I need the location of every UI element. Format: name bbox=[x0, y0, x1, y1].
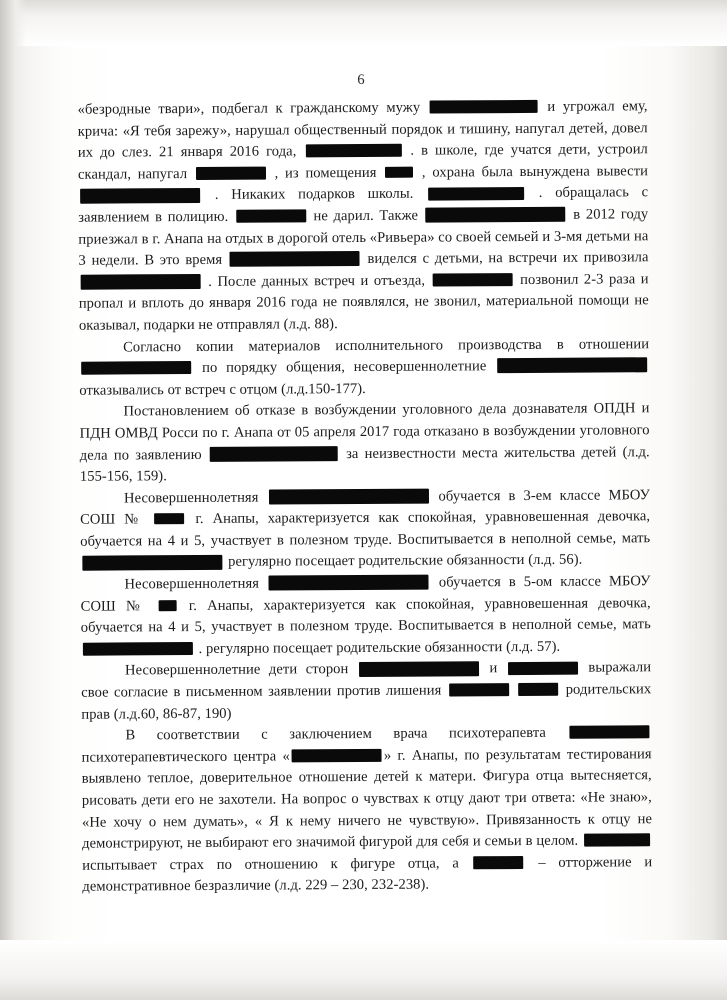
paragraph-text-run: . обращалась с заявлением в полицию. bbox=[78, 184, 649, 226]
paragraph-text-run: позвонил 2-3 раза и пропал и вплоть до января 2016 года не появлялся, не звонил, материальной помощи не оказывал, подарки не отправлял (л.д. 88). bbox=[78, 270, 649, 334]
paragraph-text-run: и угрожал ему, крича: «Я тебя зарежу», нарушал общественный порядок и тишину, напугал детей, довел их до слез. 21 января 2016 года, bbox=[77, 98, 648, 161]
paragraph-text-run: обучается в 5-ом классе МБОУ СОШ № bbox=[80, 573, 651, 615]
paragraph-text-run: и bbox=[480, 660, 506, 677]
paragraph-text-run: Несовершеннолетняя bbox=[124, 575, 267, 593]
paragraph-text-run: В соответствии с заключением врача психотерапевта bbox=[125, 724, 568, 744]
redaction-bar bbox=[269, 575, 429, 591]
paragraph-text-run: . регулярно посещает родительские обязанности (л.д. 57). bbox=[194, 638, 561, 657]
redaction-bar bbox=[196, 167, 266, 180]
paragraph-text-run: родительских прав (л.д.60, 86-87, 190) bbox=[81, 681, 652, 723]
redaction-bar bbox=[518, 683, 558, 696]
redaction-bar bbox=[508, 661, 578, 674]
redaction-bar bbox=[497, 358, 647, 374]
redaction-bar bbox=[268, 488, 428, 504]
document-paragraph bbox=[81, 658, 651, 726]
paragraph-text-run: . в школе, где учатся дети, устроил скандал, напугал bbox=[77, 141, 648, 183]
paragraph-text-run: , охрана была вынуждена вывести bbox=[415, 163, 649, 181]
paragraph-text-run: «безродные твари», подбегал к гражданскому мужу bbox=[77, 99, 428, 118]
redaction-bar bbox=[385, 167, 413, 178]
paragraph-text-run: Согласно копии материалов исполнительного производства в отношении bbox=[123, 335, 650, 355]
redaction-bar bbox=[82, 554, 222, 570]
redaction-bar bbox=[83, 642, 193, 656]
paragraph-text-run: психотерапевтического центра « bbox=[81, 748, 290, 766]
redaction-bar bbox=[292, 749, 382, 763]
paragraph-text-run: Постановлением об отказе в возбуждении уголовного дела дознавателя ОПДН и ПДН ОМВД Росси по г. Анапа от 05 апреля 2017 года отказано в возбуждении уголовного дела по заявлению bbox=[79, 400, 650, 464]
redaction-bar bbox=[359, 661, 479, 677]
paragraph-text-run: испытывает страх по отношению к фигуре отца, а bbox=[82, 855, 472, 874]
redaction-bar bbox=[428, 187, 524, 201]
document-paragraph bbox=[79, 399, 650, 489]
redaction-bar bbox=[159, 600, 177, 611]
paragraph-text-run: по порядку общения, несовершеннолетние bbox=[193, 358, 496, 377]
redaction-bar bbox=[430, 100, 538, 114]
paragraph-text-run: регулярно посещает родительские обязанности (л.д. 56). bbox=[224, 552, 583, 571]
redaction-bar bbox=[210, 446, 338, 462]
paragraph-text-run: Несовершеннолетняя bbox=[123, 489, 267, 507]
paragraph-text-run: , из помещения bbox=[267, 164, 384, 182]
paragraph-text-run: г. Анапы, характеризуется как спокойная, уравновешенная девочка, обучается на 4 и 5, участвует в полезном труде. Воспитывается в неполной семье, мать bbox=[80, 594, 651, 636]
paragraph-text-run: отказывались от встреч с отцом (л.д.150-177). bbox=[79, 380, 366, 399]
paragraph-text-run: . Никаких подарков школы. bbox=[202, 185, 427, 204]
paragraph-text-run: за неизвестности места жительства детей (л.д. 155-156, 159). bbox=[79, 443, 650, 485]
paragraph-text-run: Несовершеннолетние дети сторон bbox=[124, 661, 357, 679]
redaction-bar bbox=[80, 188, 200, 204]
redaction-bar bbox=[305, 144, 401, 158]
paragraph-text-run: » г. Анапы, по результатам тестирования выявлено теплое, доверительное отношение детей к матери. Фигура отца вытесняется, рисовать дети его не захотели. На вопрос о чувствах к отцу дают три ответа: «Не знаю», «Не хочу о нем думать», « Я к нему ничего не чувствую». Привязанность к отцу не демонстрируют, не выбирают его значимой фигурой для себя и семьи в целом. bbox=[81, 746, 653, 852]
page-number: 6 bbox=[357, 71, 365, 89]
document-paragraph bbox=[79, 334, 649, 402]
redaction-bar bbox=[236, 209, 306, 222]
redaction-bar bbox=[81, 274, 201, 290]
redaction-bar bbox=[474, 856, 524, 869]
redaction-bar bbox=[154, 514, 184, 525]
redaction-bar bbox=[584, 834, 650, 847]
paragraph-text-run bbox=[511, 682, 517, 698]
paragraph-text-run: г. Анапы, характеризуется как спокойная, уравновешенная девочка, обучается на 4 и 5, участвует в полезном труде. Воспитывается в неполной семье, мать bbox=[80, 508, 651, 550]
paragraph-text-run: – отторжение и демонстративное безразличие (л.д. 229 – 230, 232-238). bbox=[82, 854, 653, 896]
document-paragraph bbox=[78, 96, 649, 337]
document-paragraph bbox=[80, 485, 651, 575]
redaction-bar bbox=[426, 207, 566, 223]
paragraph-text-run: в 2012 году приезжал в г. Анапа на отдых в дорогой отель «Ривьера» со своей семьей и 3-мя детьми на 3 недели. В это время bbox=[78, 206, 649, 269]
document-body-text bbox=[78, 96, 653, 898]
redaction-bar bbox=[449, 683, 509, 696]
document-paragraph bbox=[81, 722, 652, 898]
redaction-bar bbox=[433, 273, 513, 286]
redaction-bar bbox=[569, 726, 649, 739]
paragraph-text-run: виделся с детьми, на встречи их привозила bbox=[361, 249, 649, 268]
redaction-bar bbox=[230, 251, 360, 267]
paragraph-text-run: не дарил. Также bbox=[307, 207, 424, 225]
paragraph-text-run: . После данных встреч и отъезда, bbox=[202, 272, 431, 290]
document-paragraph bbox=[80, 571, 651, 661]
paragraph-text-run: выражали свое согласие в письменном заявлении против лишения bbox=[81, 659, 652, 701]
paragraph-text-run: обучается в 3-ем классе МБОУ СОШ № bbox=[80, 486, 651, 528]
redaction-bar bbox=[81, 361, 191, 375]
